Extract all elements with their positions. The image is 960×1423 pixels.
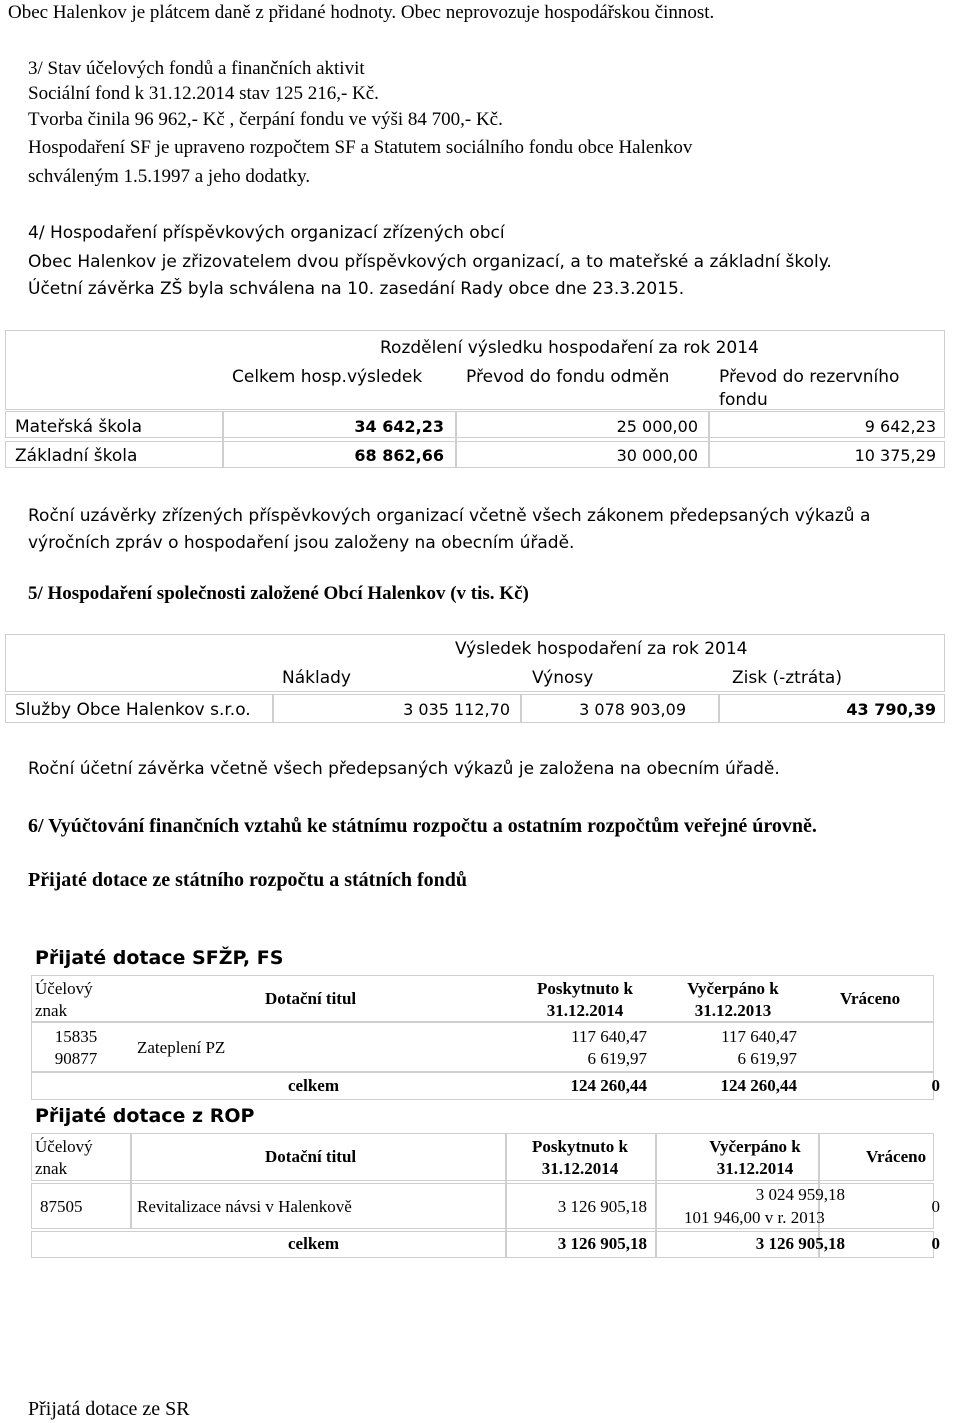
col-profit: Zisk (-ztráta) xyxy=(732,668,842,688)
col-total: Celkem hosp.výsledek xyxy=(232,367,423,387)
header-used-date: 31.12.2013 xyxy=(694,1001,772,1020)
company-name: Služby Obce Halenkov s.r.o. xyxy=(15,700,251,720)
row-used: 117 640,47 xyxy=(721,1027,797,1046)
company-profit: 43 790,39 xyxy=(846,700,936,719)
vat-statement: Obec Halenkov je plátcem daně z přidané hodnoty. Obec neprovozuje hospodářskou činnost. xyxy=(8,2,715,23)
col-reserve-fund: Převod do rezervního xyxy=(719,367,900,387)
row-fund: 25 000,00 xyxy=(616,417,698,436)
row-titul: Revitalizace návsi v Halenkově xyxy=(137,1197,352,1216)
section-3-line-1: Sociální fond k 31.12.2014 stav 125 216,- Kč. xyxy=(28,83,379,104)
row-name: Mateřská škola xyxy=(15,417,143,437)
row-total: 68 862,66 xyxy=(354,446,444,465)
table-title: Rozdělení výsledku hospodaření za rok 2014 xyxy=(380,338,759,358)
bottom-heading: Přijatá dotace ze SR xyxy=(28,1398,190,1420)
col-reward-fund: Převod do fondu odměn xyxy=(466,367,670,387)
row-znak: 90877 xyxy=(54,1049,98,1068)
total-label: celkem xyxy=(288,1234,339,1253)
total-used: 3 126 905,18 xyxy=(755,1234,845,1253)
header-provided-date: 31.12.2014 xyxy=(546,1001,624,1020)
table-total-frame xyxy=(31,1072,934,1100)
section-3-line-2: Tvorba činila 96 962,- Kč , čerpání fondu ve výši 84 700,- Kč. xyxy=(28,109,503,130)
rop-heading: Přijaté dotace z ROP xyxy=(35,1105,255,1127)
total-returned: 0 xyxy=(931,1076,940,1095)
section-5-after: Roční účetní závěrka včetně všech předepsaných výkazů je založena na obecním úřadě. xyxy=(28,759,780,779)
row-reserve: 9 642,23 xyxy=(864,417,936,436)
header-provided: Poskytnuto k xyxy=(537,979,633,998)
section-4-after-2: výročních zpráv o hospodaření jsou založeny na obecním úřadě. xyxy=(28,533,575,553)
table-title: Výsledek hospodaření za rok 2014 xyxy=(455,639,748,659)
section-4-line-2: Účetní závěrka ZŠ byla schválena na 10. zasedání Rady obce dne 23.3.2015. xyxy=(28,279,685,299)
header-provided-date: 31.12.2014 xyxy=(541,1159,619,1178)
company-revenue: 3 078 903,09 xyxy=(579,700,686,719)
sfzp-heading: Přijaté dotace SFŽP, FS xyxy=(35,947,284,969)
total-provided: 124 260,44 xyxy=(570,1076,647,1095)
header-returned: Vráceno xyxy=(840,989,901,1008)
header-znak: Účelový xyxy=(35,979,93,998)
row-used: 6 619,97 xyxy=(737,1049,797,1068)
header-titul: Dotační titul xyxy=(265,1147,357,1166)
row-returned: 0 xyxy=(931,1197,940,1216)
header-znak-2: znak xyxy=(35,1001,68,1020)
section-4-after-1: Roční uzávěrky zřízených příspěvkových organizací včetně všech zákonem předepsaných výkazů a xyxy=(28,506,871,526)
column-divider xyxy=(130,1133,132,1229)
header-used: Vyčerpáno k xyxy=(709,1137,801,1156)
total-provided: 3 126 905,18 xyxy=(557,1234,647,1253)
col-reserve-fund-2: fondu xyxy=(719,390,768,410)
col-revenue: Výnosy xyxy=(532,668,594,688)
section-5-heading: 5/ Hospodaření společnosti založené Obcí Halenkov (v tis. Kč) xyxy=(28,583,529,604)
company-costs: 3 035 112,70 xyxy=(403,700,510,719)
header-returned: Vráceno xyxy=(866,1147,927,1166)
header-titul: Dotační titul xyxy=(265,989,357,1008)
row-total: 34 642,23 xyxy=(354,417,444,436)
section-6-heading: 6/ Vyúčtování finančních vztahů ke státnímu rozpočtu a ostatním rozpočtům veřejné úrovně. xyxy=(28,815,817,837)
header-provided: Poskytnuto k xyxy=(532,1137,628,1156)
row-reserve: 10 375,29 xyxy=(854,446,936,465)
row-used-note: 101 946,00 v r. 2013 xyxy=(684,1208,825,1227)
header-used-date: 31.12.2014 xyxy=(716,1159,794,1178)
row-provided: 3 126 905,18 xyxy=(557,1197,647,1216)
section-4-heading: 4/ Hospodaření příspěvkových organizací zřízených obcí xyxy=(28,223,505,243)
section-3-heading: 3/ Stav účelových fondů a finančních aktivit xyxy=(28,58,365,79)
row-used: 3 024 959,18 xyxy=(755,1185,845,1204)
row-provided: 6 619,97 xyxy=(587,1049,647,1068)
row-znak: 15835 xyxy=(54,1027,98,1046)
section-6-subheading: Přijaté dotace ze státního rozpočtu a státních fondů xyxy=(28,869,468,891)
section-3-line-4: schváleným 1.5.1997 a jeho dodatky. xyxy=(28,166,311,187)
row-fund: 30 000,00 xyxy=(616,446,698,465)
header-znak: Účelový xyxy=(35,1137,93,1156)
total-label: celkem xyxy=(288,1076,339,1095)
header-znak-2: znak xyxy=(35,1159,68,1178)
row-provided: 117 640,47 xyxy=(571,1027,647,1046)
section-4-line-1: Obec Halenkov je zřizovatelem dvou příspěvkových organizací, a to mateřské a základní školy. xyxy=(28,252,832,272)
row-name: Základní škola xyxy=(15,446,138,466)
section-3-line-3: Hospodaření SF je upraveno rozpočtem SF a Statutem sociálního fondu obce Halenkov xyxy=(28,137,693,158)
row-titul: Zateplení PZ xyxy=(137,1038,226,1057)
total-returned: 0 xyxy=(931,1234,940,1253)
row-znak: 87505 xyxy=(40,1197,83,1216)
col-costs: Náklady xyxy=(282,668,351,688)
total-used: 124 260,44 xyxy=(720,1076,797,1095)
header-used: Vyčerpáno k xyxy=(687,979,779,998)
